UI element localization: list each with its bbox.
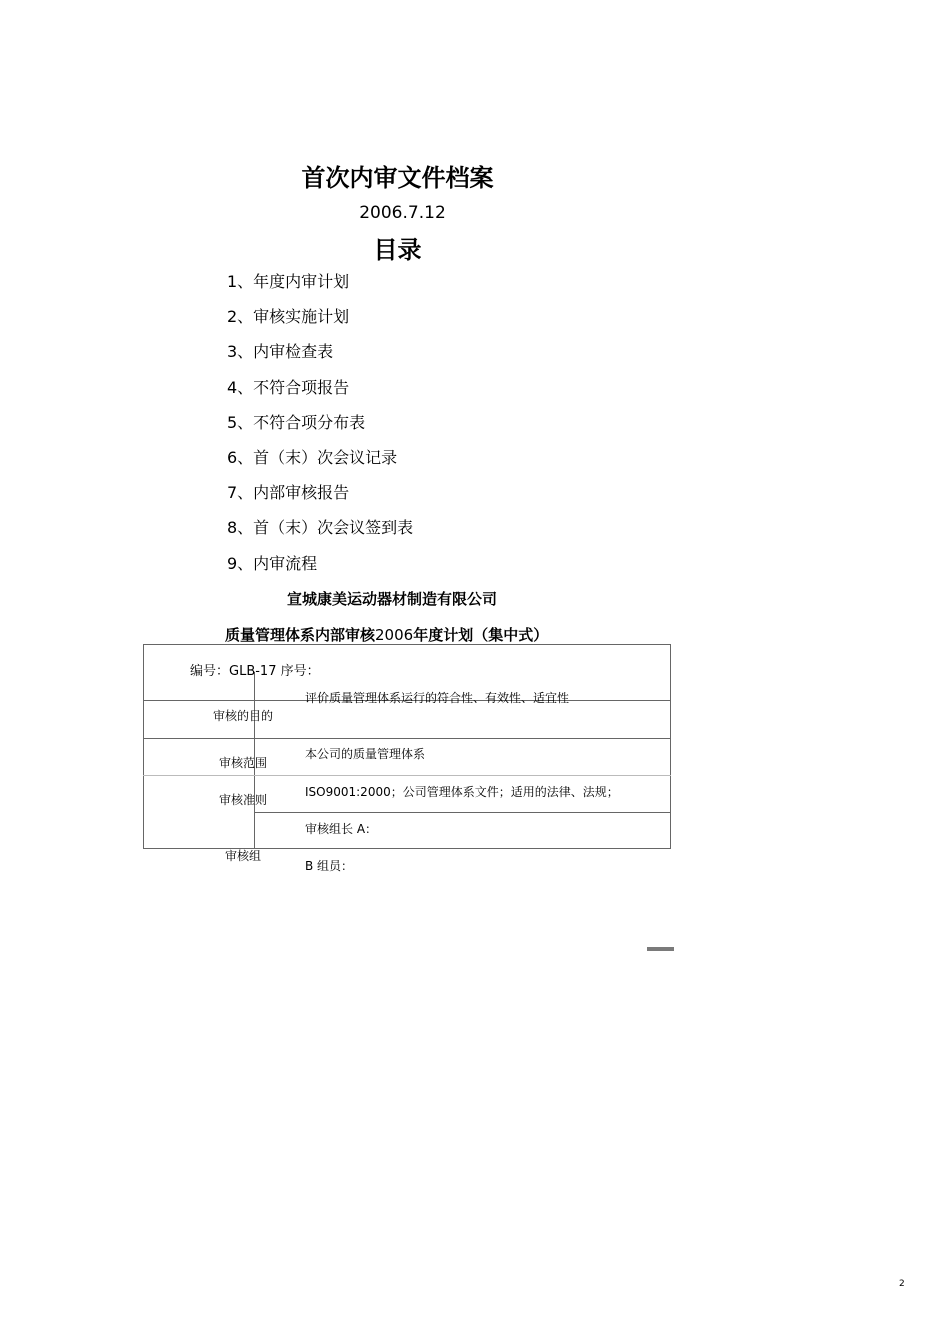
row-label-criteria: 审核准则 <box>218 793 267 807</box>
toc-item: 9、内审流程 <box>227 553 318 573</box>
company-name: 宣城康美运动器材制造有限公司 <box>287 590 498 608</box>
plan-title <box>225 624 548 645</box>
row-value-criteria: ISO9001:2000；公司管理体系文件；适用的法律、法规； <box>305 785 619 799</box>
toc-item: 1、年度内审计划 <box>227 272 350 291</box>
scroll-handle[interactable] <box>647 947 674 951</box>
toc-item: 2、审核实施计划 <box>227 307 350 327</box>
plan-title-part: 质量管理体系内部审核 <box>225 626 376 644</box>
plan-title-part: 年度计划（集中式） <box>413 626 549 644</box>
table-border <box>143 775 671 776</box>
row-value-team-member: B 组员： <box>305 859 354 873</box>
toc-item: 5、不符合项分布表 <box>227 412 366 432</box>
toc-item: 4、不符合项报告 <box>227 377 350 397</box>
table-border <box>143 644 671 645</box>
row-label-purpose: 审核的目的 <box>212 709 273 723</box>
table-of-contents <box>227 271 413 588</box>
table-border <box>143 738 671 739</box>
toc-item: 7、内部审核报告 <box>227 483 350 503</box>
table-border <box>143 644 144 849</box>
row-label-scope: 审核范围 <box>218 756 267 770</box>
row-value-purpose: 评价质量管理体系运行的符合性、有效性、适宜性 <box>305 691 570 705</box>
toc-item: 6、首（末）次会议记录 <box>227 447 398 467</box>
table-border <box>670 644 671 849</box>
toc-heading: 目录 <box>373 236 422 264</box>
toc-item: 3、内审检查表 <box>227 342 334 362</box>
row-value-team-leader: 审核组长 A： <box>305 822 378 836</box>
plan-title-year: 2006 <box>375 626 414 644</box>
row-label-team: 审核组 <box>224 849 261 863</box>
toc-item: 8、首（末）次会议签到表 <box>227 518 414 538</box>
document-date: 2006.7.12 <box>359 203 446 223</box>
page-number: 2 <box>899 1279 905 1289</box>
form-code: 编号：GLB-17 序号： <box>190 664 320 679</box>
document-title: 首次内审文件档案 <box>301 164 494 192</box>
row-value-scope: 本公司的质量管理体系 <box>305 747 426 761</box>
table-border <box>254 812 671 813</box>
